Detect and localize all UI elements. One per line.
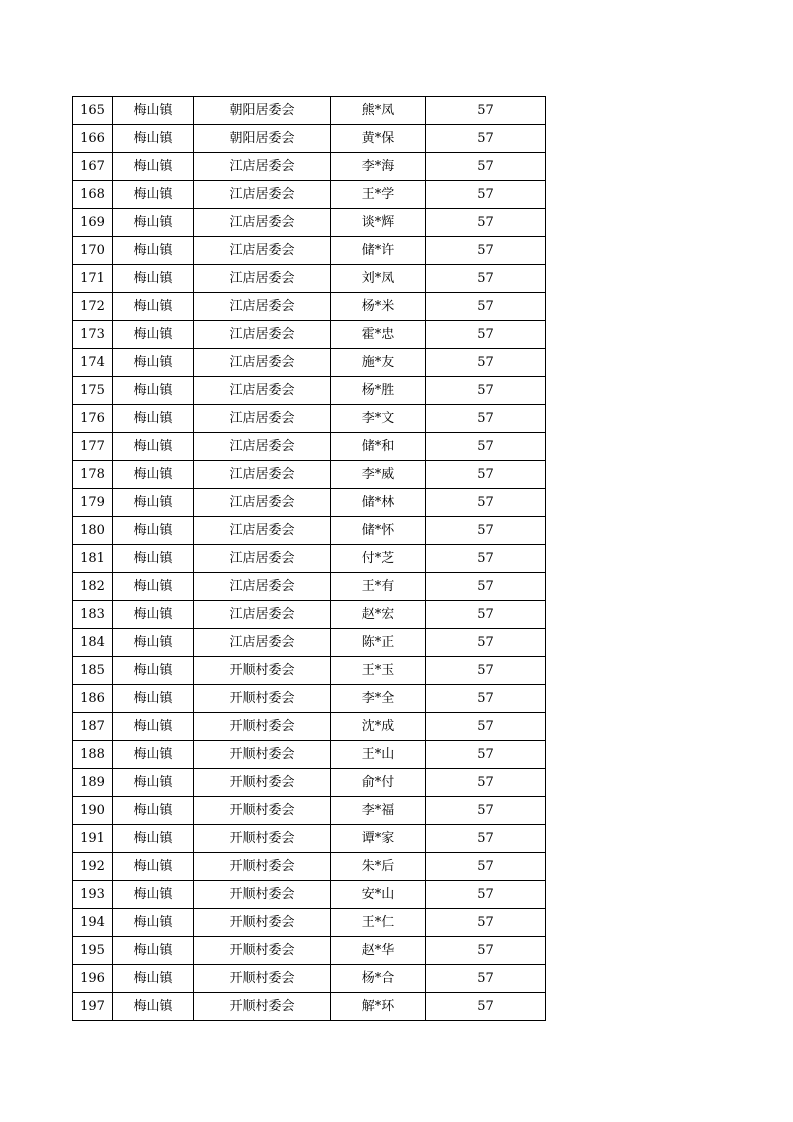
row-number-cell: 190 — [73, 797, 113, 825]
name-cell: 付*芝 — [331, 545, 426, 573]
committee-cell: 开顺村委会 — [194, 797, 331, 825]
committee-cell: 江店居委会 — [194, 405, 331, 433]
committee-cell: 开顺村委会 — [194, 769, 331, 797]
value-cell: 57 — [426, 181, 546, 209]
town-cell: 梅山镇 — [113, 377, 194, 405]
table-row — [73, 629, 546, 657]
committee-cell: 开顺村委会 — [194, 657, 331, 685]
value-cell: 57 — [426, 377, 546, 405]
table-row — [73, 965, 546, 993]
value-cell: 57 — [426, 881, 546, 909]
value-cell: 57 — [426, 825, 546, 853]
committee-cell: 江店居委会 — [194, 517, 331, 545]
committee-cell: 朝阳居委会 — [194, 97, 331, 125]
town-cell: 梅山镇 — [113, 153, 194, 181]
town-cell: 梅山镇 — [113, 321, 194, 349]
roster-body — [73, 97, 546, 1021]
value-cell: 57 — [426, 545, 546, 573]
row-number-cell: 179 — [73, 489, 113, 517]
table-row — [73, 545, 546, 573]
table-row — [73, 405, 546, 433]
name-cell: 储*许 — [331, 237, 426, 265]
town-cell: 梅山镇 — [113, 909, 194, 937]
table-row — [73, 881, 546, 909]
name-cell: 杨*合 — [331, 965, 426, 993]
town-cell: 梅山镇 — [113, 965, 194, 993]
committee-cell: 开顺村委会 — [194, 965, 331, 993]
committee-cell: 江店居委会 — [194, 209, 331, 237]
table-row — [73, 601, 546, 629]
name-cell: 霍*忠 — [331, 321, 426, 349]
value-cell: 57 — [426, 265, 546, 293]
table-row — [73, 937, 546, 965]
committee-cell: 江店居委会 — [194, 237, 331, 265]
town-cell: 梅山镇 — [113, 741, 194, 769]
town-cell: 梅山镇 — [113, 545, 194, 573]
name-cell: 王*山 — [331, 741, 426, 769]
name-cell: 王*有 — [331, 573, 426, 601]
town-cell: 梅山镇 — [113, 181, 194, 209]
name-cell: 储*林 — [331, 489, 426, 517]
town-cell: 梅山镇 — [113, 769, 194, 797]
value-cell: 57 — [426, 349, 546, 377]
town-cell: 梅山镇 — [113, 489, 194, 517]
table-row — [73, 825, 546, 853]
table-row — [73, 97, 546, 125]
row-number-cell: 191 — [73, 825, 113, 853]
row-number-cell: 177 — [73, 433, 113, 461]
value-cell: 57 — [426, 489, 546, 517]
row-number-cell: 192 — [73, 853, 113, 881]
value-cell: 57 — [426, 769, 546, 797]
name-cell: 施*友 — [331, 349, 426, 377]
name-cell: 储*怀 — [331, 517, 426, 545]
town-cell: 梅山镇 — [113, 825, 194, 853]
value-cell: 57 — [426, 629, 546, 657]
row-number-cell: 176 — [73, 405, 113, 433]
value-cell: 57 — [426, 405, 546, 433]
row-number-cell: 165 — [73, 97, 113, 125]
committee-cell: 江店居委会 — [194, 433, 331, 461]
town-cell: 梅山镇 — [113, 629, 194, 657]
town-cell: 梅山镇 — [113, 601, 194, 629]
table-row — [73, 713, 546, 741]
town-cell: 梅山镇 — [113, 265, 194, 293]
name-cell: 赵*宏 — [331, 601, 426, 629]
row-number-cell: 185 — [73, 657, 113, 685]
committee-cell: 江店居委会 — [194, 349, 331, 377]
value-cell: 57 — [426, 797, 546, 825]
name-cell: 谭*家 — [331, 825, 426, 853]
row-number-cell: 178 — [73, 461, 113, 489]
town-cell: 梅山镇 — [113, 657, 194, 685]
committee-cell: 江店居委会 — [194, 461, 331, 489]
row-number-cell: 173 — [73, 321, 113, 349]
name-cell: 安*山 — [331, 881, 426, 909]
table-row — [73, 909, 546, 937]
row-number-cell: 186 — [73, 685, 113, 713]
town-cell: 梅山镇 — [113, 209, 194, 237]
value-cell: 57 — [426, 97, 546, 125]
committee-cell: 开顺村委会 — [194, 825, 331, 853]
town-cell: 梅山镇 — [113, 433, 194, 461]
row-number-cell: 193 — [73, 881, 113, 909]
row-number-cell: 188 — [73, 741, 113, 769]
value-cell: 57 — [426, 685, 546, 713]
row-number-cell: 170 — [73, 237, 113, 265]
table-row — [73, 461, 546, 489]
table-row — [73, 853, 546, 881]
committee-cell: 江店居委会 — [194, 629, 331, 657]
row-number-cell: 169 — [73, 209, 113, 237]
row-number-cell: 183 — [73, 601, 113, 629]
committee-cell: 江店居委会 — [194, 293, 331, 321]
value-cell: 57 — [426, 153, 546, 181]
name-cell: 陈*正 — [331, 629, 426, 657]
name-cell: 朱*后 — [331, 853, 426, 881]
name-cell: 李*海 — [331, 153, 426, 181]
name-cell: 王*学 — [331, 181, 426, 209]
table-row — [73, 433, 546, 461]
name-cell: 谈*辉 — [331, 209, 426, 237]
row-number-cell: 181 — [73, 545, 113, 573]
table-row — [73, 153, 546, 181]
table-row — [73, 377, 546, 405]
table-row — [73, 265, 546, 293]
town-cell: 梅山镇 — [113, 993, 194, 1021]
town-cell: 梅山镇 — [113, 125, 194, 153]
table-row — [73, 181, 546, 209]
committee-cell: 开顺村委会 — [194, 993, 331, 1021]
committee-cell: 江店居委会 — [194, 153, 331, 181]
town-cell: 梅山镇 — [113, 517, 194, 545]
committee-cell: 江店居委会 — [194, 321, 331, 349]
row-number-cell: 168 — [73, 181, 113, 209]
name-cell: 李*全 — [331, 685, 426, 713]
row-number-cell: 180 — [73, 517, 113, 545]
value-cell: 57 — [426, 853, 546, 881]
row-number-cell: 187 — [73, 713, 113, 741]
committee-cell: 江店居委会 — [194, 545, 331, 573]
town-cell: 梅山镇 — [113, 405, 194, 433]
value-cell: 57 — [426, 433, 546, 461]
name-cell: 赵*华 — [331, 937, 426, 965]
value-cell: 57 — [426, 573, 546, 601]
committee-cell: 朝阳居委会 — [194, 125, 331, 153]
committee-cell: 江店居委会 — [194, 489, 331, 517]
name-cell: 李*福 — [331, 797, 426, 825]
town-cell: 梅山镇 — [113, 293, 194, 321]
name-cell: 王*仁 — [331, 909, 426, 937]
value-cell: 57 — [426, 993, 546, 1021]
town-cell: 梅山镇 — [113, 97, 194, 125]
committee-cell: 江店居委会 — [194, 181, 331, 209]
table-row — [73, 489, 546, 517]
name-cell: 王*玉 — [331, 657, 426, 685]
value-cell: 57 — [426, 321, 546, 349]
committee-cell: 开顺村委会 — [194, 909, 331, 937]
town-cell: 梅山镇 — [113, 573, 194, 601]
value-cell: 57 — [426, 461, 546, 489]
value-cell: 57 — [426, 937, 546, 965]
town-cell: 梅山镇 — [113, 237, 194, 265]
row-number-cell: 182 — [73, 573, 113, 601]
name-cell: 李*文 — [331, 405, 426, 433]
row-number-cell: 166 — [73, 125, 113, 153]
value-cell: 57 — [426, 517, 546, 545]
row-number-cell: 174 — [73, 349, 113, 377]
table-row — [73, 573, 546, 601]
row-number-cell: 196 — [73, 965, 113, 993]
name-cell: 刘*凤 — [331, 265, 426, 293]
name-cell: 李*威 — [331, 461, 426, 489]
name-cell: 熊*凤 — [331, 97, 426, 125]
town-cell: 梅山镇 — [113, 713, 194, 741]
value-cell: 57 — [426, 713, 546, 741]
name-cell: 杨*米 — [331, 293, 426, 321]
committee-cell: 江店居委会 — [194, 573, 331, 601]
row-number-cell: 194 — [73, 909, 113, 937]
table-row — [73, 797, 546, 825]
town-cell: 梅山镇 — [113, 797, 194, 825]
table-row — [73, 769, 546, 797]
row-number-cell: 197 — [73, 993, 113, 1021]
town-cell: 梅山镇 — [113, 853, 194, 881]
table-row — [73, 237, 546, 265]
town-cell: 梅山镇 — [113, 461, 194, 489]
value-cell: 57 — [426, 741, 546, 769]
name-cell: 黄*保 — [331, 125, 426, 153]
table-row — [73, 741, 546, 769]
row-number-cell: 167 — [73, 153, 113, 181]
row-number-cell: 175 — [73, 377, 113, 405]
table-row — [73, 125, 546, 153]
row-number-cell: 171 — [73, 265, 113, 293]
committee-cell: 开顺村委会 — [194, 685, 331, 713]
name-cell: 沈*成 — [331, 713, 426, 741]
committee-cell: 江店居委会 — [194, 265, 331, 293]
table-row — [73, 685, 546, 713]
value-cell: 57 — [426, 293, 546, 321]
value-cell: 57 — [426, 657, 546, 685]
value-cell: 57 — [426, 965, 546, 993]
table-row — [73, 209, 546, 237]
value-cell: 57 — [426, 909, 546, 937]
table-row — [73, 293, 546, 321]
committee-cell: 开顺村委会 — [194, 853, 331, 881]
table-row — [73, 517, 546, 545]
table-row — [73, 993, 546, 1021]
row-number-cell: 189 — [73, 769, 113, 797]
table-row — [73, 349, 546, 377]
value-cell: 57 — [426, 125, 546, 153]
town-cell: 梅山镇 — [113, 881, 194, 909]
roster-table — [72, 96, 546, 1021]
name-cell: 杨*胜 — [331, 377, 426, 405]
value-cell: 57 — [426, 601, 546, 629]
town-cell: 梅山镇 — [113, 685, 194, 713]
committee-cell: 开顺村委会 — [194, 937, 331, 965]
committee-cell: 开顺村委会 — [194, 881, 331, 909]
name-cell: 解*环 — [331, 993, 426, 1021]
value-cell: 57 — [426, 237, 546, 265]
town-cell: 梅山镇 — [113, 937, 194, 965]
town-cell: 梅山镇 — [113, 349, 194, 377]
table-row — [73, 321, 546, 349]
name-cell: 俞*付 — [331, 769, 426, 797]
row-number-cell: 195 — [73, 937, 113, 965]
committee-cell: 开顺村委会 — [194, 741, 331, 769]
committee-cell: 开顺村委会 — [194, 713, 331, 741]
name-cell: 储*和 — [331, 433, 426, 461]
row-number-cell: 184 — [73, 629, 113, 657]
row-number-cell: 172 — [73, 293, 113, 321]
committee-cell: 江店居委会 — [194, 601, 331, 629]
value-cell: 57 — [426, 209, 546, 237]
table-row — [73, 657, 546, 685]
committee-cell: 江店居委会 — [194, 377, 331, 405]
